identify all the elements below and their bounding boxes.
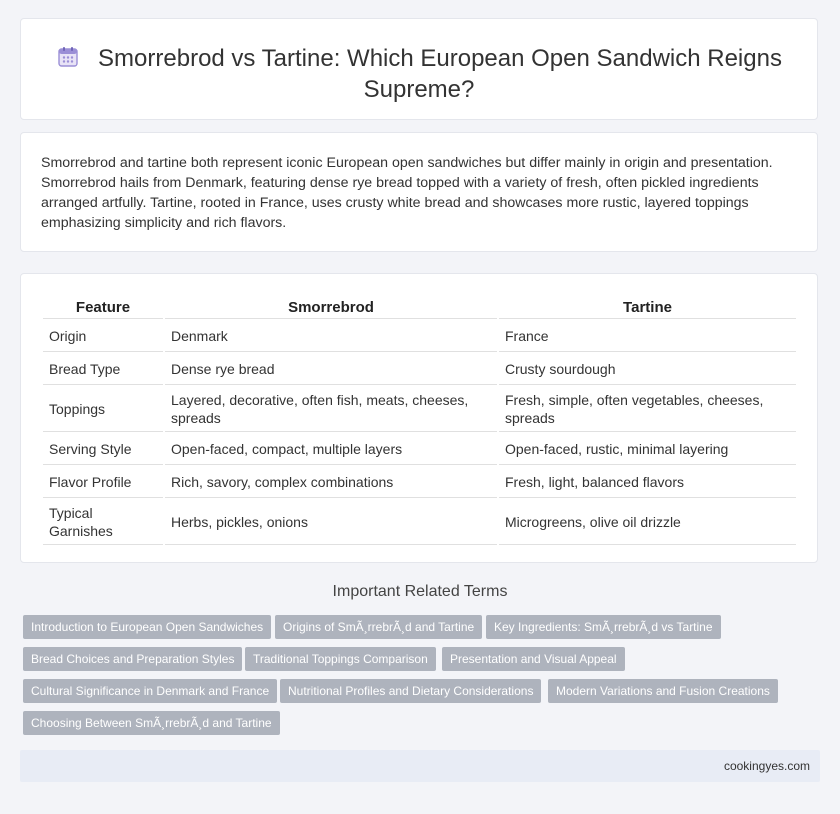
related-terms-title: Important Related Terms xyxy=(332,583,508,600)
intro-card xyxy=(20,132,818,252)
related-tag[interactable]: Key Ingredients: SmÃ¸rrebrÃ¸d vs Tartine xyxy=(486,615,721,639)
related-tag[interactable]: Introduction to European Open Sandwiches xyxy=(23,615,271,639)
intro-text: Smorrebrod and tartine both represent iconic European open sandwiches but differ mainly in origin and presentation. Smorrebrod hails from Denmark, featuring dense rye bread topped with a variety of fresh, often pickled ingredients arranged artfully. Tartine, rooted in France, uses crusty white bread and showcases more rustic, layered toppings emphasizing simplicity and rich flavors. xyxy=(41,155,773,231)
related-tag[interactable]: Modern Variations and Fusion Creations xyxy=(548,679,778,703)
table-cell: Origin xyxy=(43,321,163,352)
page-title-row xyxy=(21,43,817,105)
comparison-table-card xyxy=(20,273,818,563)
table-cell: France xyxy=(499,321,796,352)
table-header-row xyxy=(43,295,796,319)
page-title: Smorrebrod vs Tartine: Which European Open Sandwich Reigns Supreme? xyxy=(98,45,782,103)
table-cell: Fresh, simple, often vegetables, cheeses, spreads xyxy=(499,387,796,432)
footer xyxy=(20,750,820,782)
related-tag[interactable]: Origins of SmÃ¸rrebrÃ¸d and Tartine xyxy=(275,615,482,639)
table-row xyxy=(43,354,796,385)
calendar-icon xyxy=(56,45,80,69)
table-row xyxy=(43,434,796,465)
table-cell: Open-faced, compact, multiple layers xyxy=(165,434,497,465)
related-tag[interactable]: Choosing Between SmÃ¸rrebrÃ¸d and Tartine xyxy=(23,711,280,735)
table-cell: Serving Style xyxy=(43,434,163,465)
related-tag[interactable]: Nutritional Profiles and Dietary Considerations xyxy=(280,679,541,703)
table-cell: Bread Type xyxy=(43,354,163,385)
table-cell: Crusty sourdough xyxy=(499,354,796,385)
table-cell: Typical Garnishes xyxy=(43,500,163,545)
table-row xyxy=(43,387,796,432)
column-header-smorrebrod: Smorrebrod xyxy=(165,295,497,319)
table-row xyxy=(43,500,796,545)
table-cell: Flavor Profile xyxy=(43,467,163,498)
column-header-tartine: Tartine xyxy=(499,295,796,319)
table-cell: Toppings xyxy=(43,387,163,432)
table-cell: Herbs, pickles, onions xyxy=(165,500,497,545)
table-row xyxy=(43,467,796,498)
related-tag[interactable]: Traditional Toppings Comparison xyxy=(245,647,436,671)
table-cell: Denmark xyxy=(165,321,497,352)
table-cell: Layered, decorative, often fish, meats, cheeses, spreads xyxy=(165,387,497,432)
table-cell: Dense rye bread xyxy=(165,354,497,385)
related-tag[interactable]: Presentation and Visual Appeal xyxy=(442,647,625,671)
comparison-table xyxy=(41,293,798,547)
header-card xyxy=(20,18,818,120)
table-cell: Fresh, light, balanced flavors xyxy=(499,467,796,498)
table-cell: Open-faced, rustic, minimal layering xyxy=(499,434,796,465)
related-tag[interactable]: Bread Choices and Preparation Styles xyxy=(23,647,242,671)
related-tag[interactable]: Cultural Significance in Denmark and France xyxy=(23,679,277,703)
column-header-feature: Feature xyxy=(43,295,163,319)
table-cell: Rich, savory, complex combinations xyxy=(165,467,497,498)
table-row xyxy=(43,321,796,352)
footer-site-link[interactable]: cookingyes.com xyxy=(723,759,810,773)
table-cell: Microgreens, olive oil drizzle xyxy=(499,500,796,545)
